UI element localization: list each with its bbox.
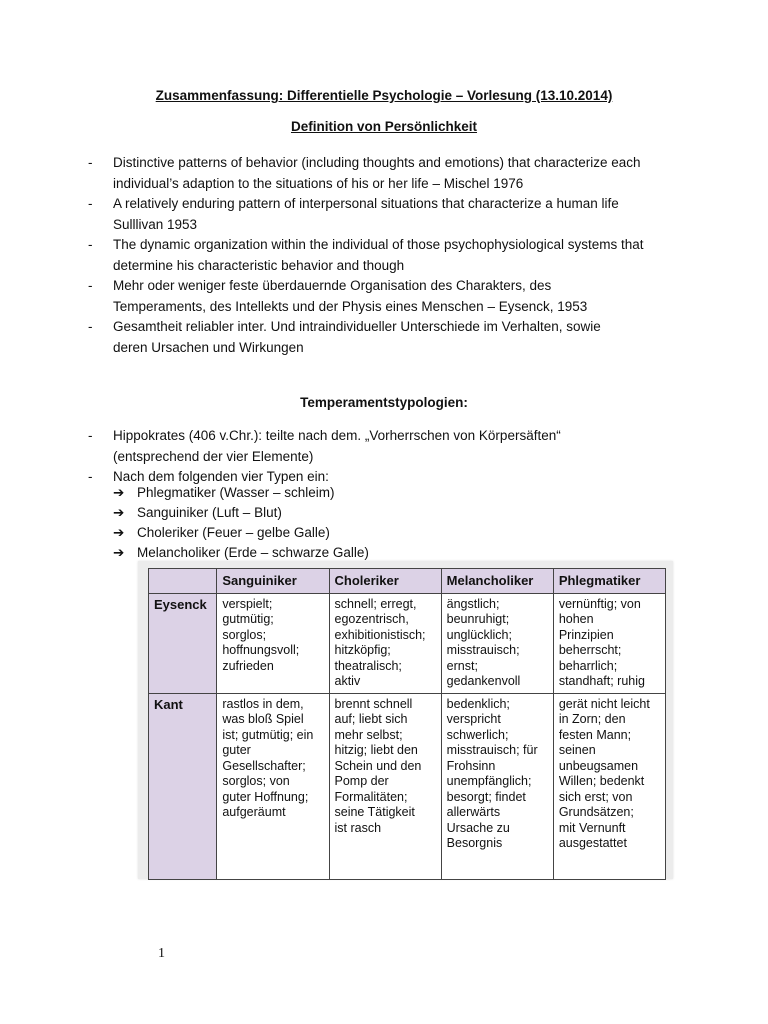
dash-bullet: - [88, 278, 93, 293]
table-cell [329, 593, 441, 693]
dash-bullet: - [88, 196, 93, 211]
section-title-definition: Definition von Persönlichkeit [290, 119, 478, 134]
table-cell [553, 693, 665, 879]
list-item [88, 194, 688, 235]
document-title: Zusammenfassung: Differentielle Psychologie – Vorlesung (13.10.2014) [155, 88, 613, 103]
cell-line: rastlos in dem, [222, 696, 304, 711]
cell-line: beherrscht; [558, 643, 622, 657]
list-item-line: deren Ursachen und Wirkungen [113, 339, 304, 355]
cell-line: sorglos; [222, 627, 267, 642]
cell-line: standhaft; ruhig [558, 674, 645, 688]
cell-line: schwerlich; [446, 727, 509, 742]
cell-line: ist rasch [334, 820, 382, 835]
table-cell [441, 593, 553, 693]
table-cell [553, 593, 665, 693]
page-number: 1 [158, 946, 165, 961]
cell-line: Willen; bedenkt [558, 774, 645, 788]
cell-line: unbeugsamen [558, 758, 639, 773]
list-item-line: A relatively enduring pattern of interpersonal situations that characterize a human life [113, 196, 619, 211]
type-label: Phlegmatiker (Wasser – schleim) [137, 485, 335, 500]
cell-line: ausgestattet [558, 836, 627, 850]
list-item [88, 426, 688, 467]
row-header-eysenck: Eysenck [149, 593, 217, 693]
cell-line: zufrieden [222, 658, 274, 673]
cell-line: verspricht [446, 712, 501, 726]
type-item [113, 543, 369, 563]
cell-line: hitzig; liebt den [334, 743, 418, 757]
arrow-right-icon: ➔ [113, 545, 125, 560]
dash-bullet: - [88, 155, 93, 170]
arrow-right-icon: ➔ [113, 505, 125, 520]
temperament-table-image [138, 561, 673, 879]
list-item-line: determine his characteristic behavior and though [113, 257, 405, 273]
cell-line: unempfänglich; [446, 774, 532, 788]
cell-line: hohen [558, 612, 594, 626]
cell-line: auf; liebt sich [334, 712, 408, 726]
cell-line: festen Mann; [558, 727, 632, 742]
dash-bullet: - [88, 319, 93, 334]
cell-line: Schein und den [334, 758, 422, 773]
column-header-phlegmatiker: Phlegmatiker [553, 569, 665, 594]
list-item-line: Mehr oder weniger feste überdauernde Organisation des Charakters, des [113, 278, 552, 293]
cell-line: hoffnungsvoll; [222, 643, 300, 657]
cell-line: sorglos; von [222, 774, 290, 788]
dash-bullet: - [88, 428, 93, 443]
cell-line: guter [222, 743, 251, 757]
cell-line: allerwärts [446, 805, 501, 819]
type-item [113, 523, 369, 543]
type-label: Sanguiniker (Luft – Blut) [137, 505, 282, 520]
cell-line: Formalitäten; [334, 789, 408, 804]
cell-line: besorgt; findet [446, 789, 526, 804]
cell-line: Gesellschafter; [222, 758, 306, 773]
list-item-line: Distinctive patterns of behavior (including thoughts and emotions) that characterize each [113, 155, 641, 170]
cell-line: Ursache zu [446, 820, 510, 835]
cell-line: seinen [558, 743, 596, 757]
list-item-line: The dynamic organization within the individual of those psychophysiological systems that [113, 237, 644, 252]
cell-line: verspielt; [222, 596, 273, 611]
cell-line: sich erst; von [558, 789, 633, 804]
cell-line: misstrauisch; für [446, 743, 538, 757]
cell-line: was bloß Spiel [222, 712, 304, 726]
table-cell [217, 593, 329, 693]
cell-line: Pomp der [334, 774, 389, 788]
cell-line: mehr selbst; [334, 727, 403, 742]
cell-line: schnell; erregt, [334, 596, 417, 611]
dash-bullet: - [88, 237, 93, 252]
temperament-table [148, 568, 666, 880]
table-cell [217, 693, 329, 879]
cell-line: mit Vernunft [558, 820, 626, 835]
list-item [88, 317, 688, 358]
table-cell [329, 693, 441, 879]
table-row [149, 693, 666, 879]
table-row [149, 593, 666, 693]
table-header-row [149, 569, 666, 594]
cell-line: theatralisch; [334, 658, 402, 673]
cell-line: brennt schnell [334, 696, 413, 711]
table-corner-cell [149, 569, 217, 594]
cell-line: aufgeräumt [222, 805, 286, 819]
cell-line: aktiv [334, 674, 361, 688]
cell-line: misstrauisch; [446, 643, 520, 657]
cell-line: vernünftig; von [558, 596, 641, 611]
cell-line: gerät nicht leicht [558, 696, 650, 711]
cell-line: Grundsätzen; [558, 805, 634, 819]
type-label: Choleriker (Feuer – gelbe Galle) [137, 525, 330, 540]
cell-line: unglücklich; [446, 627, 512, 642]
list-item-line: individual’s adaption to the situations of his or her life – Mischel 1976 [113, 175, 524, 191]
section-heading-temperament: Temperamentstypologien: [300, 395, 468, 410]
dash-bullet: - [88, 469, 93, 484]
list-item-line: (entsprechend der vier Elemente) [113, 448, 314, 464]
cell-line: hitzköpfig; [334, 643, 391, 657]
cell-line: guter Hoffnung; [222, 789, 309, 804]
list-item-line: Gesamtheit reliabler inter. Und intraindividueller Unterschiede im Verhalten, sowie [113, 319, 601, 334]
arrow-right-icon: ➔ [113, 485, 125, 500]
cell-line: gedankenvoll [446, 674, 521, 688]
type-label: Melancholiker (Erde – schwarze Galle) [137, 545, 369, 560]
cell-line: exhibitionistisch; [334, 627, 426, 642]
list-item-line: Temperaments, des Intellekts und der Physis eines Menschen – Eysenck, 1953 [113, 298, 588, 314]
list-item-line: Nach dem folgenden vier Typen ein: [113, 469, 329, 484]
arrow-right-icon: ➔ [113, 525, 125, 540]
cell-line: beunruhigt; [446, 612, 510, 626]
column-header-melancholiker: Melancholiker [441, 569, 553, 594]
column-header-sanguiniker: Sanguiniker [217, 569, 329, 594]
type-item [113, 503, 369, 523]
list-item [88, 153, 688, 194]
column-header-choleriker: Choleriker [329, 569, 441, 594]
cell-line: seine Tätigkeit [334, 805, 415, 819]
cell-line: Besorgnis [446, 836, 503, 850]
list-item [88, 235, 688, 276]
cell-line: gutmütig; [222, 612, 274, 626]
type-list [113, 483, 369, 563]
list-item [88, 276, 688, 317]
cell-line: Prinzipien [558, 627, 614, 642]
list-item-line: Hippokrates (406 v.Chr.): teilte nach dem. „Vorherrschen von Körpersäften“ [113, 428, 561, 443]
cell-line: ist; gutmütig; ein [222, 727, 314, 742]
cell-line: ängstlich; [446, 596, 500, 611]
cell-line: beharrlich; [558, 658, 618, 673]
list-item-line: Sulllivan 1953 [113, 216, 198, 232]
cell-line: ernst; [446, 658, 478, 673]
row-header-kant: Kant [149, 693, 217, 879]
temperament-list [88, 426, 688, 488]
type-item [113, 483, 369, 503]
cell-line: in Zorn; den [558, 712, 626, 726]
definition-list [88, 153, 688, 358]
table-cell [441, 693, 553, 879]
cell-line: bedenklich; [446, 696, 510, 711]
cell-line: egozentrisch, [334, 612, 409, 626]
cell-line: Frohsinn [446, 758, 496, 773]
